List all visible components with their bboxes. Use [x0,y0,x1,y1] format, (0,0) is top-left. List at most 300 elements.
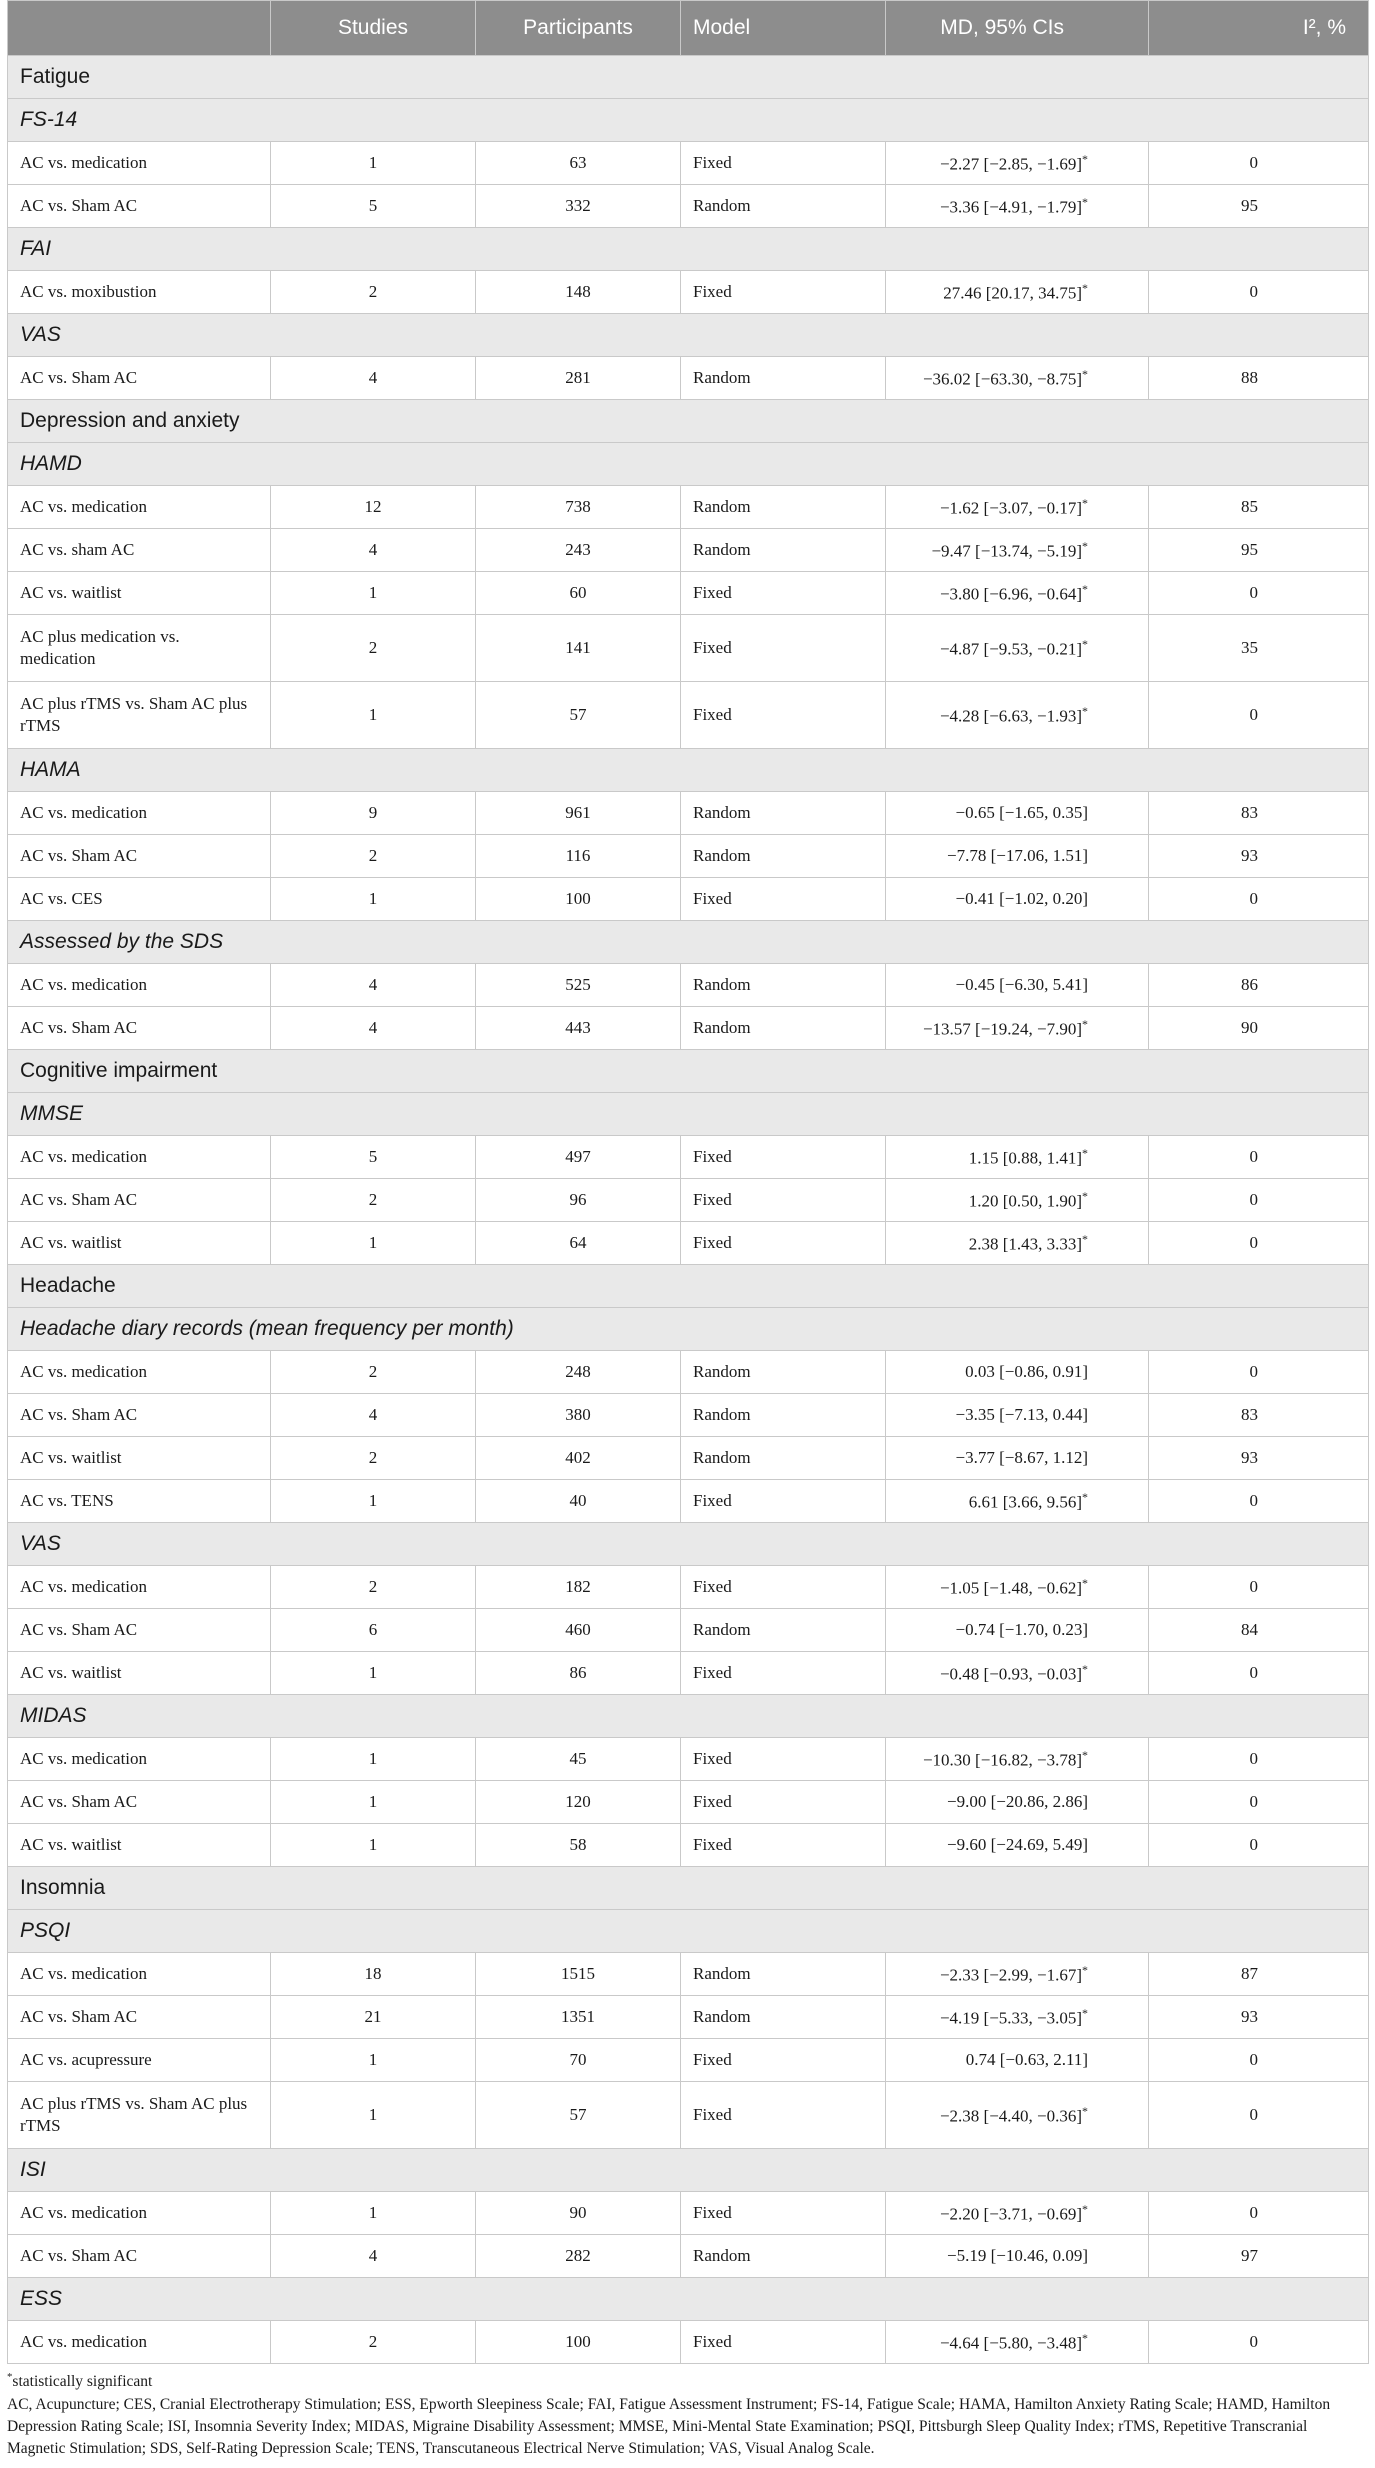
i2-cell: 0 [1149,2321,1369,2364]
model-cell: Random [681,2235,886,2278]
header-participants: Participants [476,1,681,56]
md-ci-cell: 2.38 [1.43, 3.33]* [886,1222,1149,1265]
md-ci-cell: −2.38 [−4.40, −0.36]* [886,2082,1149,2149]
subsection-row [8,1695,1369,1738]
participants-cell: 141 [476,615,681,682]
significance-marker: * [1082,1661,1088,1676]
table-row [8,1609,1369,1652]
studies-cell: 12 [271,486,476,529]
studies-cell: 2 [271,1351,476,1394]
table-row [8,572,1369,615]
i2-cell: 0 [1149,1652,1369,1695]
header-comparison [8,1,271,56]
comparison-cell: AC vs. medication [8,792,271,835]
subsection-row [8,921,1369,964]
significance-marker: * [1082,636,1088,651]
significance-marker: * [1082,1145,1088,1160]
participants-cell: 57 [476,2082,681,2149]
participants-cell: 96 [476,1179,681,1222]
model-cell: Random [681,1953,886,1996]
studies-cell: 4 [271,357,476,400]
comparison-cell: AC vs. Sham AC [8,1781,271,1824]
md-ci-cell: −4.28 [−6.63, −1.93]* [886,682,1149,749]
table-row [8,792,1369,835]
model-cell: Random [681,1394,886,1437]
i2-cell: 95 [1149,185,1369,228]
table-row [8,2321,1369,2364]
studies-cell: 2 [271,835,476,878]
i2-cell: 93 [1149,1996,1369,2039]
i2-cell: 35 [1149,615,1369,682]
section-row [8,1050,1369,1093]
participants-cell: 961 [476,792,681,835]
comparison-cell: AC plus rTMS vs. Sham AC plus rTMS [8,682,271,749]
participants-cell: 248 [476,1351,681,1394]
model-cell: Random [681,357,886,400]
model-cell: Fixed [681,1179,886,1222]
model-cell: Random [681,1996,886,2039]
md-ci-cell: 1.15 [0.88, 1.41]* [886,1136,1149,1179]
studies-cell: 2 [271,2321,476,2364]
md-ci-cell: −3.80 [−6.96, −0.64]* [886,572,1149,615]
md-ci-cell: −3.35 [−7.13, 0.44] [886,1394,1149,1437]
model-cell: Random [681,1351,886,1394]
footnote-abbreviations: AC, Acupuncture; CES, Cranial Electrotherapy Stimulation; ESS, Epworth Sleepiness Scale; FAI, Fatigue Assessment Instrument; FS-14, Fatigue Scale; HAMA, Hamilton Anxiety Rating Scale; HAMD, Hamilton Depression Rating Scale; ISI, Insomnia Severity Index; MIDAS, Migraine Disability Assessment; MMSE, Mini-Mental State Examination; PSQI, Pittsburgh Sleep Quality Index; rTMS, Repetitive Transcranial Magnetic Stimulation; SDS, Self-Rating Depression Scale; TENS, Transcutaneous Electrical Nerve Stimulation; VAS, Visual Analog Scale. [7,2396,1331,2457]
table-row [8,529,1369,572]
studies-cell: 2 [271,1179,476,1222]
md-ci-cell: −2.27 [−2.85, −1.69]* [886,142,1149,185]
comparison-cell: AC vs. medication [8,1351,271,1394]
model-cell: Fixed [681,271,886,314]
studies-cell: 1 [271,682,476,749]
model-cell: Fixed [681,1781,886,1824]
participants-cell: 525 [476,964,681,1007]
comparison-cell: AC vs. medication [8,1953,271,1996]
md-ci-cell: −9.47 [−13.74, −5.19]* [886,529,1149,572]
significance-marker: * [1082,1962,1088,1977]
subsection-title: MMSE [8,1093,1369,1136]
section-title: Fatigue [8,56,1369,99]
model-cell: Fixed [681,2039,886,2082]
subsection-title: ESS [8,2278,1369,2321]
md-ci-cell: 0.74 [−0.63, 2.11] [886,2039,1149,2082]
comparison-cell: AC plus medication vs. medication [8,615,271,682]
md-ci-cell: −0.74 [−1.70, 0.23] [886,1609,1149,1652]
i2-cell: 0 [1149,682,1369,749]
studies-cell: 1 [271,2082,476,2149]
i2-cell: 0 [1149,271,1369,314]
md-ci-cell: −0.45 [−6.30, 5.41] [886,964,1149,1007]
table-row [8,1781,1369,1824]
table-row [8,1007,1369,1050]
comparison-cell: AC vs. TENS [8,1480,271,1523]
table-row [8,357,1369,400]
i2-cell: 0 [1149,2082,1369,2149]
model-cell: Fixed [681,142,886,185]
table-row [8,1351,1369,1394]
subsection-title: HAMA [8,749,1369,792]
studies-cell: 1 [271,2192,476,2235]
table-row [8,878,1369,921]
significance-marker: * [1082,581,1088,596]
table-row [8,2192,1369,2235]
header-i2: I², % [1149,1,1369,56]
studies-cell: 1 [271,1824,476,1867]
studies-cell: 18 [271,1953,476,1996]
comparison-cell: AC vs. Sham AC [8,2235,271,2278]
model-cell: Random [681,792,886,835]
studies-cell: 6 [271,1609,476,1652]
studies-cell: 1 [271,142,476,185]
i2-cell: 0 [1149,1824,1369,1867]
comparison-cell: AC vs. Sham AC [8,1996,271,2039]
model-cell: Random [681,1437,886,1480]
subsection-title: Assessed by the SDS [8,921,1369,964]
md-ci-cell: −4.64 [−5.80, −3.48]* [886,2321,1149,2364]
table-row [8,1996,1369,2039]
table-row [8,964,1369,1007]
comparison-cell: AC vs. medication [8,1566,271,1609]
participants-cell: 64 [476,1222,681,1265]
participants-cell: 86 [476,1652,681,1695]
subsection-title: VAS [8,314,1369,357]
i2-cell: 0 [1149,142,1369,185]
comparison-cell: AC vs. CES [8,878,271,921]
i2-cell: 84 [1149,1609,1369,1652]
model-cell: Random [681,1609,886,1652]
results-table [7,0,1369,2364]
i2-cell: 0 [1149,1179,1369,1222]
i2-cell: 0 [1149,1566,1369,1609]
table-row [8,2082,1369,2149]
participants-cell: 45 [476,1738,681,1781]
participants-cell: 332 [476,185,681,228]
i2-cell: 88 [1149,357,1369,400]
subsection-row [8,314,1369,357]
participants-cell: 497 [476,1136,681,1179]
participants-cell: 402 [476,1437,681,1480]
md-ci-cell: −1.62 [−3.07, −0.17]* [886,486,1149,529]
participants-cell: 63 [476,142,681,185]
participants-cell: 57 [476,682,681,749]
i2-cell: 0 [1149,1136,1369,1179]
comparison-cell: AC vs. Sham AC [8,185,271,228]
participants-cell: 100 [476,878,681,921]
comparison-cell: AC vs. waitlist [8,1222,271,1265]
section-title: Headache [8,1265,1369,1308]
i2-cell: 93 [1149,1437,1369,1480]
comparison-cell: AC vs. Sham AC [8,835,271,878]
section-row [8,400,1369,443]
i2-cell: 97 [1149,2235,1369,2278]
studies-cell: 2 [271,1437,476,1480]
model-cell: Fixed [681,2321,886,2364]
significance-marker: * [1082,1188,1088,1203]
model-cell: Random [681,964,886,1007]
comparison-cell: AC plus rTMS vs. Sham AC plus rTMS [8,2082,271,2149]
table-row [8,1953,1369,1996]
table-row [8,1136,1369,1179]
table-row [8,682,1369,749]
table-body [8,56,1369,2364]
i2-cell: 86 [1149,964,1369,1007]
participants-cell: 1515 [476,1953,681,1996]
significance-marker: * [7,2371,13,2383]
table-row [8,2039,1369,2082]
studies-cell: 4 [271,964,476,1007]
md-ci-cell: 1.20 [0.50, 1.90]* [886,1179,1149,1222]
comparison-cell: AC vs. medication [8,964,271,1007]
participants-cell: 100 [476,2321,681,2364]
participants-cell: 738 [476,486,681,529]
md-ci-cell: −3.36 [−4.91, −1.79]* [886,185,1149,228]
table-row [8,486,1369,529]
comparison-cell: AC vs. waitlist [8,572,271,615]
i2-cell: 0 [1149,878,1369,921]
studies-cell: 4 [271,529,476,572]
table-row [8,1394,1369,1437]
table-row [8,1824,1369,1867]
subsection-row [8,2278,1369,2321]
model-cell: Fixed [681,2192,886,2235]
table-row [8,835,1369,878]
table-row [8,142,1369,185]
md-ci-cell: −2.33 [−2.99, −1.67]* [886,1953,1149,1996]
studies-cell: 1 [271,1652,476,1695]
significance-marker: * [1082,151,1088,166]
studies-cell: 1 [271,1222,476,1265]
subsection-title: MIDAS [8,1695,1369,1738]
table-row [8,1652,1369,1695]
comparison-cell: AC vs. Sham AC [8,1609,271,1652]
studies-cell: 2 [271,615,476,682]
table-row [8,1222,1369,1265]
significance-marker: * [1082,495,1088,510]
md-ci-cell: −9.60 [−24.69, 5.49] [886,1824,1149,1867]
footnote-significance: *statistically significant [7,2371,153,2391]
model-cell: Random [681,835,886,878]
participants-cell: 60 [476,572,681,615]
significance-marker: * [1082,366,1088,381]
table-row [8,615,1369,682]
subsection-title: VAS [8,1523,1369,1566]
comparison-cell: AC vs. medication [8,2321,271,2364]
i2-cell: 93 [1149,835,1369,878]
participants-cell: 90 [476,2192,681,2235]
md-ci-cell: −10.30 [−16.82, −3.78]* [886,1738,1149,1781]
model-cell: Fixed [681,682,886,749]
significance-marker: * [1082,280,1088,295]
comparison-cell: AC vs. acupressure [8,2039,271,2082]
significance-marker: * [1082,2201,1088,2216]
participants-cell: 243 [476,529,681,572]
subsection-row [8,99,1369,142]
i2-cell: 0 [1149,2039,1369,2082]
subsection-title: FAI [8,228,1369,271]
md-ci-cell: −2.20 [−3.71, −0.69]* [886,2192,1149,2235]
model-cell: Fixed [681,2082,886,2149]
participants-cell: 70 [476,2039,681,2082]
subsection-row [8,228,1369,271]
md-ci-cell: −4.87 [−9.53, −0.21]* [886,615,1149,682]
table-row [8,1738,1369,1781]
studies-cell: 1 [271,1480,476,1523]
md-ci-cell: −7.78 [−17.06, 1.51] [886,835,1149,878]
i2-cell: 0 [1149,1480,1369,1523]
table-row [8,1179,1369,1222]
i2-cell: 0 [1149,1738,1369,1781]
comparison-cell: AC vs. medication [8,142,271,185]
md-ci-cell: −4.19 [−5.33, −3.05]* [886,1996,1149,2039]
significance-marker: * [1082,2330,1088,2345]
comparison-cell: AC vs. Sham AC [8,1007,271,1050]
model-cell: Fixed [681,572,886,615]
model-cell: Fixed [681,1222,886,1265]
studies-cell: 9 [271,792,476,835]
studies-cell: 5 [271,185,476,228]
studies-cell: 2 [271,1566,476,1609]
model-cell: Fixed [681,1738,886,1781]
i2-cell: 83 [1149,1394,1369,1437]
comparison-cell: AC vs. Sham AC [8,1394,271,1437]
model-cell: Random [681,1007,886,1050]
significance-marker: * [1082,2103,1088,2118]
participants-cell: 40 [476,1480,681,1523]
comparison-cell: AC vs. medication [8,1136,271,1179]
studies-cell: 1 [271,572,476,615]
studies-cell: 1 [271,878,476,921]
participants-cell: 282 [476,2235,681,2278]
table-row [8,271,1369,314]
subsection-row [8,1523,1369,1566]
header-studies: Studies [271,1,476,56]
model-cell: Fixed [681,615,886,682]
table-row [8,185,1369,228]
studies-cell: 2 [271,271,476,314]
model-cell: Random [681,185,886,228]
model-cell: Fixed [681,1652,886,1695]
significance-marker: * [1082,538,1088,553]
participants-cell: 281 [476,357,681,400]
comparison-cell: AC vs. Sham AC [8,1179,271,1222]
participants-cell: 380 [476,1394,681,1437]
participants-cell: 182 [476,1566,681,1609]
subsection-row [8,1308,1369,1351]
i2-cell: 95 [1149,529,1369,572]
participants-cell: 120 [476,1781,681,1824]
comparison-cell: AC vs. waitlist [8,1824,271,1867]
model-cell: Random [681,529,886,572]
md-ci-cell: −0.48 [−0.93, −0.03]* [886,1652,1149,1695]
md-ci-cell: −3.77 [−8.67, 1.12] [886,1437,1149,1480]
md-ci-cell: −5.19 [−10.46, 0.09] [886,2235,1149,2278]
comparison-cell: AC vs. medication [8,486,271,529]
model-cell: Fixed [681,878,886,921]
participants-cell: 58 [476,1824,681,1867]
table-row [8,1566,1369,1609]
significance-marker: * [1082,1016,1088,1031]
md-ci-cell: 0.03 [−0.86, 0.91] [886,1351,1149,1394]
comparison-cell: AC vs. medication [8,1738,271,1781]
participants-cell: 460 [476,1609,681,1652]
subsection-row [8,1093,1369,1136]
comparison-cell: AC vs. Sham AC [8,357,271,400]
subsection-title: ISI [8,2149,1369,2192]
i2-cell: 85 [1149,486,1369,529]
significance-marker: * [1082,703,1088,718]
md-ci-cell: −0.65 [−1.65, 0.35] [886,792,1149,835]
significance-marker: * [1082,2005,1088,2020]
i2-cell: 90 [1149,1007,1369,1050]
section-row [8,1867,1369,1910]
studies-cell: 1 [271,1738,476,1781]
section-title: Depression and anxiety [8,400,1369,443]
i2-cell: 83 [1149,792,1369,835]
table-row [8,2235,1369,2278]
model-cell: Fixed [681,1824,886,1867]
md-ci-cell: −1.05 [−1.48, −0.62]* [886,1566,1149,1609]
i2-cell: 0 [1149,1222,1369,1265]
participants-cell: 1351 [476,1996,681,2039]
studies-cell: 4 [271,2235,476,2278]
md-ci-cell: 27.46 [20.17, 34.75]* [886,271,1149,314]
table-row [8,1437,1369,1480]
section-row [8,56,1369,99]
table-row [8,1480,1369,1523]
i2-cell: 0 [1149,1351,1369,1394]
subsection-title: FS-14 [8,99,1369,142]
studies-cell: 21 [271,1996,476,2039]
participants-cell: 116 [476,835,681,878]
subsection-title: HAMD [8,443,1369,486]
i2-cell: 0 [1149,2192,1369,2235]
md-ci-cell: 6.61 [3.66, 9.56]* [886,1480,1149,1523]
i2-cell: 0 [1149,572,1369,615]
header-md-ci: MD, 95% CIs [886,1,1149,56]
section-title: Insomnia [8,1867,1369,1910]
subsection-title: PSQI [8,1910,1369,1953]
subsection-row [8,749,1369,792]
studies-cell: 4 [271,1007,476,1050]
subsection-row [8,1910,1369,1953]
studies-cell: 1 [271,2039,476,2082]
model-cell: Random [681,486,886,529]
subsection-row [8,443,1369,486]
studies-cell: 1 [271,1781,476,1824]
header-model: Model [681,1,886,56]
model-cell: Fixed [681,1136,886,1179]
subsection-row [8,2149,1369,2192]
participants-cell: 148 [476,271,681,314]
comparison-cell: AC vs. waitlist [8,1437,271,1480]
significance-marker: * [1082,1575,1088,1590]
header-row [8,1,1369,56]
md-ci-cell: −9.00 [−20.86, 2.86] [886,1781,1149,1824]
significance-marker: * [1082,1747,1088,1762]
subsection-title: Headache diary records (mean frequency per month) [8,1308,1369,1351]
model-cell: Fixed [681,1566,886,1609]
participants-cell: 443 [476,1007,681,1050]
i2-cell: 0 [1149,1781,1369,1824]
studies-cell: 5 [271,1136,476,1179]
md-ci-cell: −13.57 [−19.24, −7.90]* [886,1007,1149,1050]
section-title: Cognitive impairment [8,1050,1369,1093]
md-ci-cell: −0.41 [−1.02, 0.20] [886,878,1149,921]
md-ci-cell: −36.02 [−63.30, −8.75]* [886,357,1149,400]
comparison-cell: AC vs. sham AC [8,529,271,572]
significance-marker: * [1082,1489,1088,1504]
comparison-cell: AC vs. waitlist [8,1652,271,1695]
